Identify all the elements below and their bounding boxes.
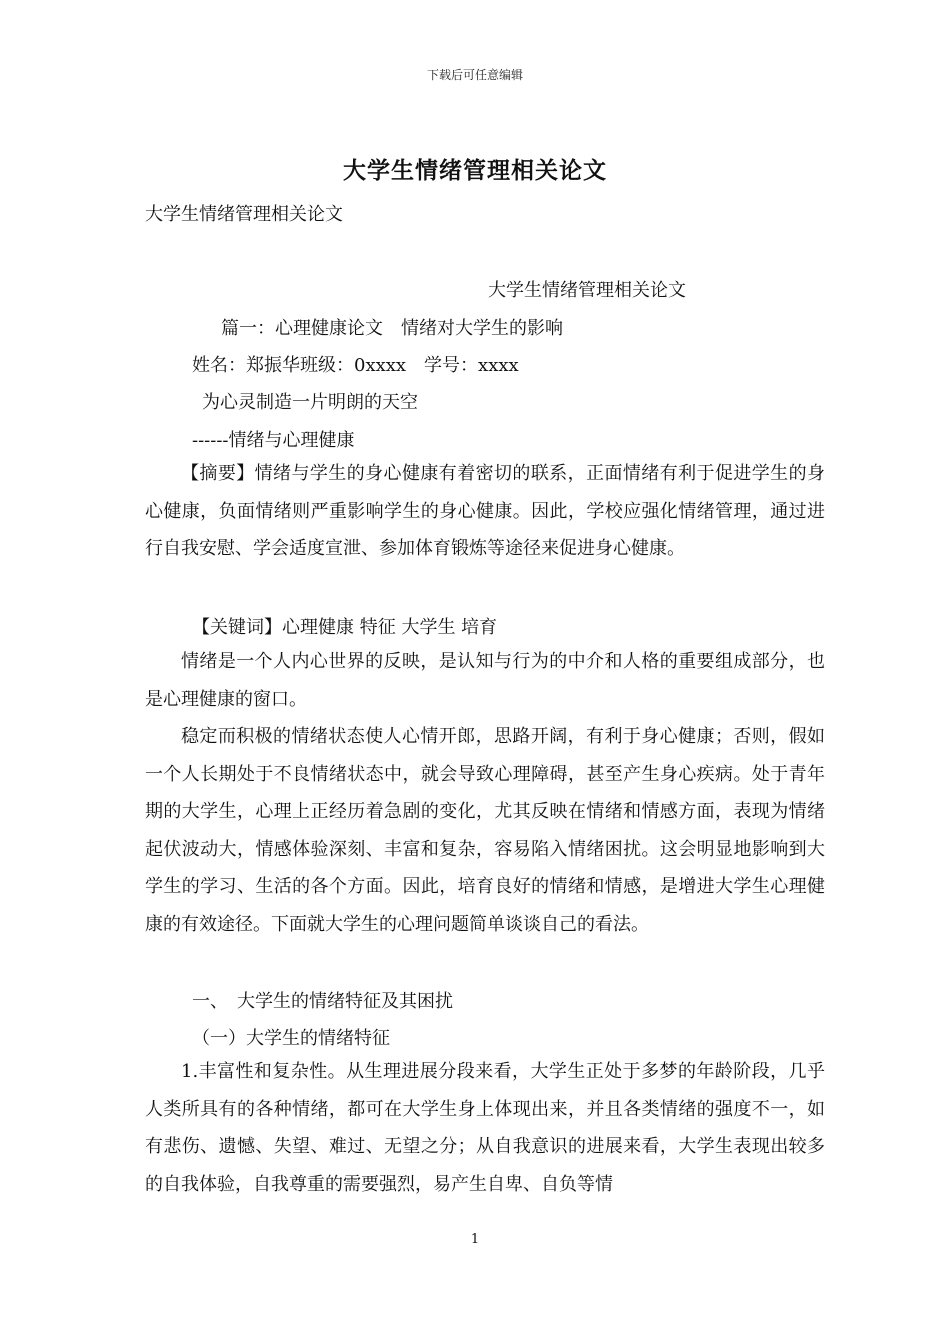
subtitle-left: 大学生情绪管理相关论文 xyxy=(145,204,343,225)
body-paragraph: 1.丰富性和复杂性。从生理进展分段来看，大学生正处于多梦的年龄阶段，几乎人类所具有的各种情绪，都可在大学生身上体现出来，并且各类情绪的强度不一，如有悲伤、遗憾、失望、难过、无望之分；从自我意识的进展来看，大学生表现出较多的自我体验，自我尊重的需要强烈，易产生自卑、自负等情 xyxy=(145,1061,825,1195)
keywords-line: 【关键词】心理健康 特征 大学生 培育 xyxy=(192,617,498,638)
abstract-paragraph: 【摘要】情绪与学生的身心健康有着密切的联系，正面情绪有利于促进学生的身心健康，负面情绪则严重影响学生的身心健康。因此，学校应强化情绪管理，通过进行自我安慰、学会适度宣泄、参加体育锻炼等途径来促进身心健康。 xyxy=(145,463,825,559)
subsection-heading: （一）大学生的情绪特征 xyxy=(192,1028,390,1049)
section-heading: 一、 大学生的情绪特征及其困扰 xyxy=(192,991,453,1012)
page-number: 1 xyxy=(470,1232,480,1247)
chapter-line: 篇一：心理健康论文 情绪对大学生的影响 xyxy=(221,318,563,339)
page-header-note: 下载后可任意编辑 xyxy=(426,68,523,82)
slogan-line: 为心灵制造一片明朗的天空 xyxy=(202,392,418,413)
dash-heading: ------情绪与心理健康 xyxy=(192,430,355,451)
document-title: 大学生情绪管理相关论文 xyxy=(343,158,607,184)
body-paragraph: 稳定而积极的情绪状态使人心情开郎，思路开阔，有利于身心健康；否则，假如一个人长期处于不良情绪状态中，就会导致心理障碍，甚至产生身心疾病。处于青年期的大学生，心理上正经历着急剧的变化，尤其反映在情绪和情感方面，表现为情绪起伏波动大，情感体验深刻、丰富和复杂，容易陷入情绪困扰。这会明显地影响到大学生的学习、生活的各个方面。因此，培育良好的情绪和情感，是增进大学生心理健康的有效途径。下面就大学生的心理问题简单谈谈自己的看法。 xyxy=(145,726,825,935)
author-line: 姓名：郑振华班级：0xxxx 学号：xxxx xyxy=(192,355,519,376)
subtitle-right: 大学生情绪管理相关论文 xyxy=(488,280,686,301)
body-paragraph: 情绪是一个人内心世界的反映，是认知与行为的中介和人格的重要组成部分，也是心理健康的窗口。 xyxy=(145,651,825,710)
